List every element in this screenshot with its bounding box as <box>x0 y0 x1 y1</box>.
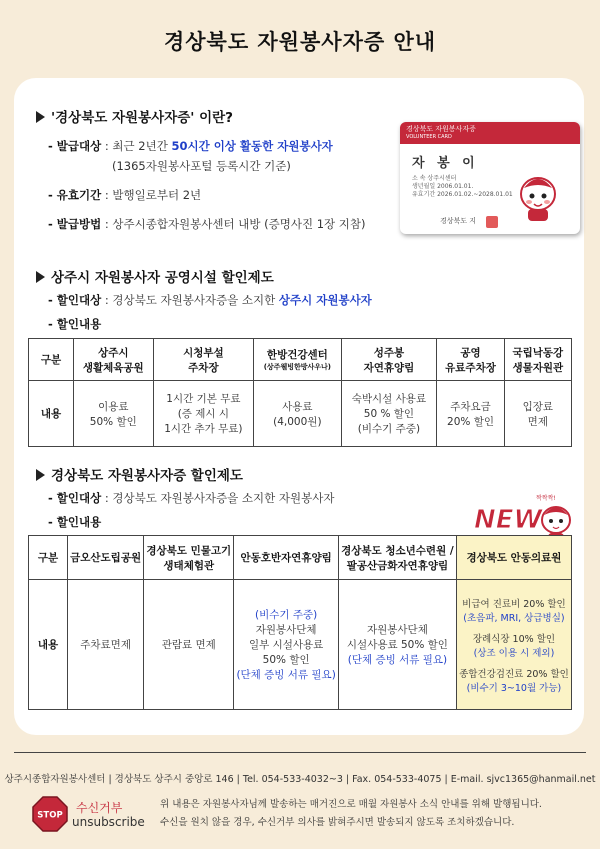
table-cell <box>341 381 437 447</box>
table-header-cell: 구분 <box>29 536 68 580</box>
table-header-cell <box>504 339 571 381</box>
table-header-cell: 구분 <box>29 339 74 381</box>
footer-divider <box>14 752 586 753</box>
table-cell <box>254 381 341 447</box>
cell-line: 면제 <box>527 415 548 428</box>
cell-line: 주차요금 <box>450 400 491 413</box>
triangle-bullet-icon <box>36 111 45 123</box>
unsubscribe-link-ko[interactable]: 수신거부 <box>76 801 123 815</box>
table-row-label: 내용 <box>29 381 74 447</box>
cell-line: (상주웰빙한방사우나) <box>263 363 331 371</box>
cell-line: (비수기 주중) <box>255 609 318 621</box>
cell-line: 장례식장 10% 할인 <box>472 633 556 645</box>
table-header-row <box>29 536 572 580</box>
cell-line: 자연휴양림 <box>363 361 415 374</box>
cell-line: 시청부설 <box>183 346 224 359</box>
cell-line: 한방건강센터 <box>266 349 328 361</box>
cell-line: 금오산도립공원 <box>70 552 142 564</box>
cell-line: (비수기 주중) <box>357 423 421 435</box>
table-row <box>29 381 572 447</box>
cell-line: 비급여 진료비 20% 할인 <box>462 598 566 610</box>
cell-line: 입장료 <box>522 400 554 413</box>
stamp-icon <box>486 216 498 228</box>
cell-line: 자원봉사단체 <box>255 624 317 636</box>
table-cell <box>234 580 339 710</box>
cell-line: 생물자원관 <box>512 361 564 374</box>
section3-target-row: - 할인대상 : 경상북도 자원봉사자증을 소지한 자원봉사자 <box>48 491 335 505</box>
table-cell <box>338 580 456 710</box>
cell-line: 50% 할인 <box>262 654 310 666</box>
section1-target-row: - 발급대상 : 최근 2년간 50시간 이상 활동한 자원봉사자 <box>48 139 333 153</box>
section1-heading: '경상북도 자원봉사자증' 이란? <box>36 106 233 126</box>
cell-line: 경상북도 민물고기 <box>146 544 232 557</box>
table-header-cell <box>68 536 144 580</box>
section2-target-row: - 할인대상 : 경상북도 자원봉사자증을 소지한 상주시 자원봉사자 <box>48 293 372 307</box>
cell-line: 경상북도 안동의료원 <box>466 552 562 564</box>
cell-line: 종합건강검진료 20% 할인 <box>459 668 569 680</box>
cell-line: 팔공산금화자연휴양림 <box>346 559 449 572</box>
cell-line: (단체 증빙 서류 필요) <box>347 654 448 666</box>
table-header-cell <box>456 536 571 580</box>
id-card-info: 소 속 상주시센터 생년월일 2006.01.01. 유효기간 2026.01.02.~2028.01.01 <box>412 175 513 198</box>
table-cell <box>153 381 254 447</box>
id-card-org: 경상북도 지 <box>440 217 477 225</box>
id-card-header: 경상북도 자원봉사자증 VOLUNTEER CARD <box>400 122 580 144</box>
mascot-icon <box>518 174 558 222</box>
cell-line: 자원봉사단체 <box>366 624 428 636</box>
table-cell: 주차료면제 <box>68 580 144 710</box>
cell-line: 상주시 <box>98 346 129 359</box>
cell-line: (초음파, MRI, 상급병실) <box>463 612 565 624</box>
cell-line: 1시간 기본 무료 <box>166 393 241 405</box>
cell-line: 시설사용료 50% 할인 <box>346 639 448 651</box>
stop-sign-text: STOP <box>37 810 63 821</box>
cell-line <box>459 624 569 631</box>
table-header-cell <box>437 339 504 381</box>
cell-line: (단체 증빙 서류 필요) <box>236 669 336 681</box>
table-cell <box>437 381 504 447</box>
table-header-cell <box>234 536 339 580</box>
table-cell <box>74 381 154 447</box>
new-badge-text: NEW <box>474 505 543 535</box>
section1-target-note: (1365자원봉사포털 등록시간 기준) <box>112 159 291 173</box>
footer-note-line2: 수신을 원치 않을 경우, 수신거부 의사를 밝혀주시면 발송되지 않도록 조치하겠습니다. <box>160 817 515 828</box>
cell-line: 50 % 할인 <box>363 408 415 420</box>
unsubscribe-link-en[interactable]: unsubscribe <box>72 815 145 829</box>
section1-method-row: - 발급방법 : 상주시종합자원봉사센터 내방 (증명사진 1장 지참) <box>48 217 366 231</box>
cell-line: 생활체육공원 <box>82 361 144 374</box>
table-header-cell <box>144 536 234 580</box>
id-card-name: 자 봉 이 <box>412 156 479 171</box>
table-header-cell <box>341 339 437 381</box>
triangle-bullet-icon <box>36 271 45 283</box>
table-row <box>29 580 572 710</box>
mascot-clap-text: 짝짝짝! <box>536 495 556 502</box>
cell-line: 공영 <box>460 346 481 359</box>
cell-line: 안동호반자연휴양림 <box>240 552 332 564</box>
section2-content-label: - 할인내용 <box>48 317 102 331</box>
section1-period-row: - 유효기간 : 발행일로부터 2년 <box>48 188 202 202</box>
cell-line: 숙박시설 사용료 <box>351 393 427 405</box>
footer-note-line1: 위 내용은 자원봉사자님께 발송하는 매거진으로 매월 자원봉사 소식 안내를 위해 발행됩니다. <box>160 799 542 810</box>
table-cell <box>504 381 571 447</box>
table-header-cell <box>254 339 341 381</box>
cell-line: 일부 시설사용료 <box>248 639 324 651</box>
cell-line: 국립낙동강 <box>512 346 564 359</box>
cell-line: (증 제시 시 <box>177 408 230 420</box>
table-cell: 관람료 면제 <box>144 580 234 710</box>
triangle-bullet-icon <box>36 469 45 481</box>
section2-discount-table <box>28 338 572 447</box>
table-header-row <box>29 339 572 381</box>
cell-line: 50% 할인 <box>89 415 137 428</box>
stop-sign-icon[interactable] <box>32 796 68 832</box>
cell-line: 이용료 <box>98 400 129 413</box>
page-title: 경상북도 자원봉사자증 안내 <box>163 30 437 54</box>
volunteer-id-card-image <box>400 122 580 234</box>
cell-line: 주차장 <box>188 361 219 374</box>
cell-line: (비수기 3~10월 가능) <box>466 682 562 694</box>
table-header-cell <box>153 339 254 381</box>
cell-line: 1시간 추가 무료) <box>164 423 243 435</box>
cell-line: 사용료 <box>282 400 313 413</box>
table-header-cell <box>338 536 456 580</box>
cell-line: 유료주차장 <box>445 361 496 374</box>
cell-line: (상조 이용 시 제외) <box>473 647 555 659</box>
cell-line: 경상북도 청소년수련원 / <box>341 544 454 557</box>
table-row-label: 내용 <box>29 580 68 710</box>
table-header-cell <box>74 339 154 381</box>
section3-discount-table <box>28 535 572 710</box>
footer-contact-info: 상주시종합자원봉사센터 | 경상북도 상주시 중앙로 146 | Tel. 054-533-4032~3 | Fax. 054-533-4075 | E-mail. sjvc1365@hanmail.net <box>4 774 596 785</box>
section2-heading: 상주시 자원봉사자 공영시설 할인제도 <box>36 266 274 286</box>
cell-line: 생태체험관 <box>163 559 215 572</box>
cell-line: (4,000원) <box>273 415 322 428</box>
cell-line <box>459 659 569 666</box>
section3-heading: 경상북도 자원봉사자증 할인제도 <box>36 464 243 484</box>
cell-line: 성주봉 <box>373 346 405 359</box>
table-cell <box>456 580 571 710</box>
section3-content-label: - 할인내용 <box>48 515 102 529</box>
cell-line: 20% 할인 <box>447 415 494 428</box>
